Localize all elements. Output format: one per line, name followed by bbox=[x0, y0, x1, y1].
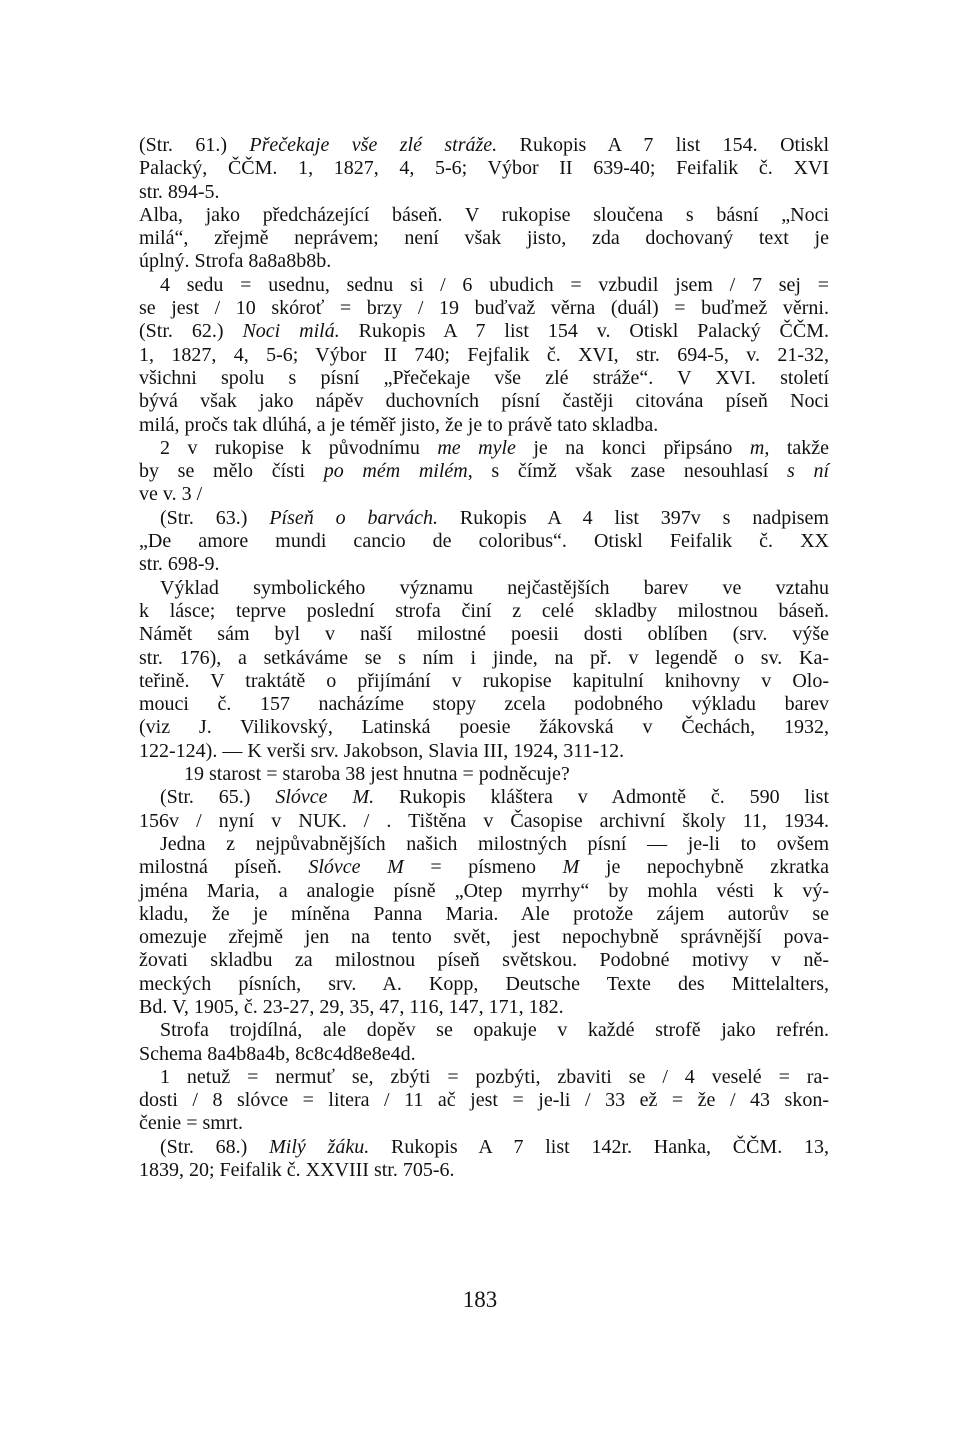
text-line: meckých písních, srv. A. Kopp, Deutsche Texte des Mittelalters, bbox=[139, 972, 829, 995]
text-line: 156v / nyní v NUK. / . Tištěna v Časopise archivní školy 11, 1934. bbox=[139, 809, 829, 832]
text-line: by se mělo čísti po mém milém, s čímž však zase nesouhlasí s ní bbox=[139, 460, 830, 483]
text-line: (Str. 62.) Noci milá. Rukopis A 7 list 154 v. Otiskl Palacký ČČM. bbox=[139, 320, 829, 343]
text-line: omezuje zřejmě jen na tento svět, jest nepochybně správnější pova- bbox=[139, 926, 829, 949]
text-line: kladu, že je míněna Panna Maria. Ale protože zájem autorův se bbox=[139, 902, 829, 925]
text-line: Schema 8a4b8a4b, 8c8c4d8e8e4d. bbox=[139, 1042, 416, 1065]
text-line: k lásce; teprve poslední strofa činí z celé skladby milostnou báseň. bbox=[139, 599, 829, 622]
text-line: str. 176), a setkáváme se s ním i jinde, na př. v legendě o sv. Ka- bbox=[139, 646, 829, 669]
text-line: úplný. Strofa 8a8a8b8b. bbox=[139, 250, 332, 273]
text-line: Alba, jako předcházející báseň. V rukopise sloučena s básní „Noci bbox=[139, 203, 829, 226]
text-line: milá“, zřejmě neprávem; není však jisto, zda dochovaný text je bbox=[139, 227, 829, 250]
text-line: Palacký, ČČM. 1, 1827, 4, 5-6; Výbor II 639-40; Feifalik č. XVI bbox=[139, 157, 829, 180]
text-line: jména Maria, a analogie písně „Otep myrrhy“ by mohla vésti k vý- bbox=[139, 879, 829, 902]
text-line: ve v. 3 / bbox=[139, 483, 203, 506]
text-line: 1 netuž = nermuť se, zbýti = pozbýti, zbaviti se / 4 veselé = ra- bbox=[160, 1065, 829, 1088]
text-line: 1, 1827, 4, 5-6; Výbor II 740; Fejfalik č. XVI, str. 694-5, v. 21-32, bbox=[139, 343, 829, 366]
text-line: 1839, 20; Feifalik č. XXVIII str. 705-6. bbox=[139, 1159, 455, 1182]
text-line: str. 698-9. bbox=[139, 553, 220, 576]
text-line: dosti / 8 slóvce = litera / 11 ač jest = je-li / 33 ež = že / 43 skon- bbox=[139, 1089, 829, 1112]
text-line: milá, pročs tak dlúhá, a je téměř jisto, že je to právě tato skladba. bbox=[139, 413, 659, 436]
text-line: 4 sedu = usednu, sednu si / 6 ubudich = vzbudil jsem / 7 sej = bbox=[160, 273, 829, 296]
text-line: Strofa trojdílná, ale dopěv se opakuje v každé strofě jako refrén. bbox=[160, 1019, 829, 1042]
text-line: str. 894-5. bbox=[139, 180, 220, 203]
text-line: Jedna z nejpůvabnějších našich milostných písní — je-li to ovšem bbox=[160, 832, 829, 855]
text-line: milostná píseň. Slóvce M = písmeno M je nepochybně zkratka bbox=[139, 856, 830, 879]
text-line: mouci č. 157 nacházíme stopy zcela podobného výkladu barev bbox=[139, 693, 829, 716]
text-line: (Str. 65.) Slóvce M. Rukopis kláštera v Admontě č. 590 list bbox=[160, 786, 830, 809]
text-line: (Str. 63.) Píseň o barvách. Rukopis A 4 list 397v s nadpisem bbox=[160, 506, 829, 529]
text-line: 19 starost = staroba 38 jest hnutna = podněcuje? bbox=[184, 763, 570, 786]
body-text bbox=[139, 134, 829, 1182]
text-line: Výklad symbolického významu nejčastějších barev ve vztahu bbox=[160, 576, 829, 599]
text-line: čenie = smrt. bbox=[139, 1112, 244, 1135]
text-line: (viz J. Vilikovský, Latinská poesie žákovská v Čechách, 1932, bbox=[139, 716, 829, 739]
text-line: 122-124). — K verši srv. Jakobson, Slavia III, 1924, 311-12. bbox=[139, 739, 625, 762]
text-line: Bd. V, 1905, č. 23-27, 29, 35, 47, 116, 147, 171, 182. bbox=[139, 995, 564, 1018]
text-line: (Str. 68.) Milý žáku. Rukopis A 7 list 142r. Hanka, ČČM. 13, bbox=[160, 1135, 829, 1158]
text-line: žovati skladbu za milostnou píseň světskou. Podobné motivy v ně- bbox=[139, 949, 829, 972]
text-line: 2 v rukopise k původnímu me myle je na konci připsáno m, takže bbox=[160, 436, 830, 459]
text-line: se jest / 10 skóroť = brzy / 19 buďvaž věrna (duál) = buďmež věrni. bbox=[139, 297, 829, 320]
page-number: 183 bbox=[462, 1287, 498, 1312]
text-line: (Str. 61.) Přečekaje vše zlé stráže. Rukopis A 7 list 154. Otiskl bbox=[139, 134, 830, 156]
text-line: bývá však jako nápěv duchovních písní častěji citována píseň Noci bbox=[139, 390, 829, 413]
text-line: Námět sám byl v naší milostné poesii dosti oblíben (srv. výše bbox=[139, 623, 829, 646]
text-line: všichni spolu s písní „Přečekaje vše zlé stráže“. V XVI. století bbox=[139, 366, 829, 389]
text-line: teřině. V traktátě o přijímání v rukopise kapitulní knihovny v Olo- bbox=[139, 669, 829, 692]
text-line: „De amore mundi cancio de coloribus“. Otiskl Feifalik č. XX bbox=[139, 530, 829, 553]
